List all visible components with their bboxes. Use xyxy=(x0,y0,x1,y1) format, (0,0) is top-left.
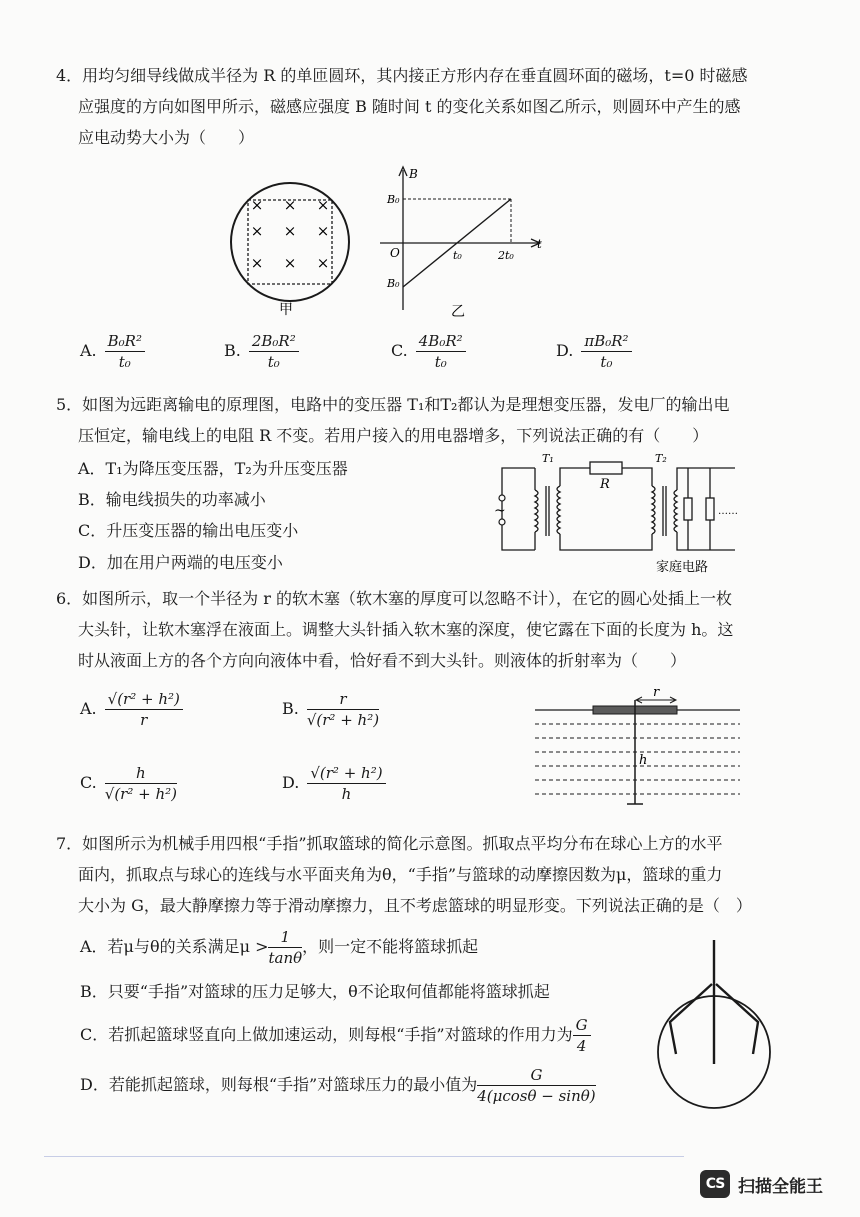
q7-line-3: 大小为 G，最大静摩擦力等于滑动摩擦力，且不考虑篮球的明显形变。下列说法正确的是（ ） xyxy=(78,896,752,916)
q6-option-c[interactable]: C. $\frac{h}{\text{√(r² + h²)}}$ xyxy=(80,764,177,803)
depth-label: h xyxy=(639,753,648,768)
q7-line-2: 面内，抓取点与球心的连线与水平面夹角为θ，“手指”与篮球的动摩擦因数为μ，篮球的重力 xyxy=(78,865,723,885)
q7-option-b[interactable]: B．只要“手指”对篮球的压力足够大，θ不论取何值都能将篮球抓起 xyxy=(80,982,550,1001)
q5-option-b[interactable]: B．输电线损失的功率减小 xyxy=(78,490,266,510)
cross-mark: × xyxy=(283,222,297,240)
ac-source-symbol: ~ xyxy=(494,503,506,519)
q5-circuit-diagram xyxy=(490,450,780,580)
cross-mark: × xyxy=(283,196,297,214)
cross-mark: × xyxy=(250,254,264,272)
q6-cork-pin-figure xyxy=(535,686,745,816)
cross-mark: × xyxy=(316,222,330,240)
q4-option-c[interactable]: C. $\frac{\text{4B₀R²}}{\text{t₀}}$ xyxy=(391,332,466,371)
q6-line-1: 6．如图所示，取一个半径为 r 的软木塞（软木塞的厚度可以忽略不计），在它的圆心处插上一枚 xyxy=(56,589,733,608)
t1-label: T₁ xyxy=(542,452,554,465)
origin-label: O xyxy=(390,246,400,260)
cross-mark: × xyxy=(316,254,330,272)
scanner-watermark xyxy=(700,1170,823,1198)
q7-option-d[interactable]: D．若能抓起篮球，则每根“手指”对篮球压力的最小值为 $\frac{G}{4(\mu\cos\theta - \sin\theta)}$ xyxy=(80,1066,596,1105)
b0-bottom-label: B₀ xyxy=(387,277,400,290)
cs-logo-icon: CS xyxy=(700,1170,730,1198)
q6-option-d[interactable]: D. $\frac{\text{√(r² + h²)}}{h}$ xyxy=(282,764,386,803)
household-circuit-caption: 家庭电路 xyxy=(656,560,709,575)
scanner-app-name: 扫描全能王 xyxy=(738,1176,823,1197)
question-7-stem xyxy=(56,828,752,922)
q4-option-b[interactable]: B. $\frac{\text{2B₀R²}}{\text{t₀}}$ xyxy=(224,332,299,371)
q6-option-b[interactable]: B. $\frac{r}{\text{√(r² + h²)}}$ xyxy=(282,690,380,729)
q4-line-1: 4．用均匀细导线做成半径为 R 的单匝圆环，其内接正方形内存在垂直圆环面的磁场，t=0 时磁感 xyxy=(56,66,748,85)
q4-figure-yi xyxy=(378,162,553,322)
q6-line-2: 大头针，让软木塞浮在液面上。调整大头针插入软木塞的深度，使它露在下面的长度为 h。这 xyxy=(78,620,734,640)
q4-line-2: 应强度的方向如图甲所示，磁感应强度 B 随时间 t 的变化关系如图乙所示，则圆环中产生的感 xyxy=(78,97,741,117)
question-5-options xyxy=(78,453,348,578)
q5-option-a[interactable]: A．T₁为降压变压器，T₂为升压变压器 xyxy=(78,459,348,478)
more-loads-dots: …… xyxy=(718,506,738,517)
b0-top-label: B₀ xyxy=(387,193,400,206)
q6-option-a[interactable]: A. $\frac{\text{√(r² + h²)}}{r}$ xyxy=(80,690,183,729)
question-5-stem xyxy=(56,389,729,451)
figure-caption-jia: 甲 xyxy=(279,302,293,318)
cross-mark: × xyxy=(283,254,297,272)
question-4-stem xyxy=(56,60,748,154)
cross-mark: × xyxy=(250,196,264,214)
cross-mark: × xyxy=(250,222,264,240)
q7-option-c[interactable]: C．若抓起篮球竖直向上做加速运动，则每根“手指”对篮球的作用力为 $\frac{G}{4}$ xyxy=(80,1016,591,1055)
two-t0-label: 2t₀ xyxy=(498,249,514,262)
cross-mark: × xyxy=(316,196,330,214)
q5-option-d[interactable]: D．加在用户两端的电压变小 xyxy=(78,552,283,572)
radius-label: r xyxy=(653,685,660,700)
t2-label: T₂ xyxy=(655,452,667,465)
question-6-stem xyxy=(56,583,733,677)
t0-label: t₀ xyxy=(453,249,462,262)
q4-line-3: 应电动势大小为（ ） xyxy=(78,128,255,148)
q4-figure-jia xyxy=(228,180,358,320)
q4-option-a[interactable]: A. $\frac{\text{B₀R²}}{\text{t₀}}$ xyxy=(80,332,145,371)
q5-line-1: 5．如图为远距离输电的原理图，电路中的变压器 T₁和T₂都认为是理想变压器，发电厂的输出电 xyxy=(56,395,730,414)
t-axis-label: t xyxy=(537,237,542,251)
q5-line-2: 压恒定，输电线上的电阻 R 不变。若用户接入的用电器增多，下列说法正确的有（ ） xyxy=(78,426,709,446)
figure-caption-yi: 乙 xyxy=(451,304,465,320)
q4-option-d[interactable]: D. $\frac{\text{πB₀R²}}{\text{t₀}}$ xyxy=(556,332,632,371)
q5-option-c[interactable]: C．升压变压器的输出电压变小 xyxy=(78,521,299,541)
b-axis-label: B xyxy=(409,167,418,181)
q6-line-3: 时从液面上方的各个方向向液体中看，恰好看不到大头针。则液体的折射率为（ ） xyxy=(78,651,687,671)
q7-line-1: 7．如图所示为机械手用四根“手指”抓取篮球的简化示意图。抓取点平均分布在球心上方的水平 xyxy=(56,834,723,853)
q7-option-a[interactable]: A．若μ与θ的关系满足μ > $\frac{1}{\tan\theta}$ ，则一定不能将篮球抓起 xyxy=(80,928,479,967)
q7-basketball-claw-figure xyxy=(650,936,790,1116)
footer-divider xyxy=(44,1156,684,1157)
resistor-r-label: R xyxy=(600,477,610,492)
